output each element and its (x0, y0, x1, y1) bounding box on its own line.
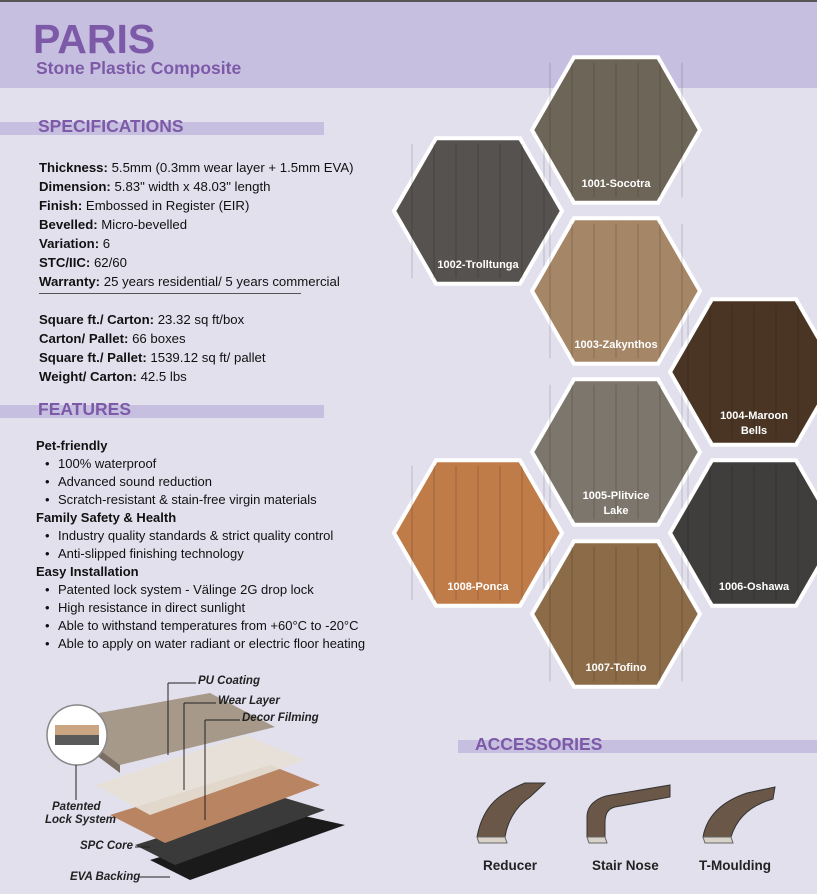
feature-item: • Able to withstand temperatures from +60°C to -20°C (45, 618, 359, 633)
wear-layer-label: Wear Layer (218, 695, 280, 707)
spec-stc-iic: STC/IIC: 62/60 (39, 255, 127, 270)
feature-item: • High resistance in direct sunlight (45, 600, 246, 615)
swatch-label: 1002-Trolltunga (437, 259, 519, 271)
feature-item: • Able to apply on water radiant or electric floor heating (45, 636, 366, 651)
pu-coating-label: PU Coating (198, 675, 260, 687)
swatch-label: 1005-Plitvice (582, 490, 650, 502)
eva-backing-label: EVA Backing (70, 871, 141, 883)
decor-filming-label: Decor Filming (242, 712, 319, 724)
specifications-heading (0, 118, 330, 136)
feature-group-title: Pet-friendly (36, 438, 108, 453)
spec-weight-carton: Weight/ Carton: 42.5 lbs (39, 369, 187, 384)
features-heading-label: FEATURES (38, 399, 132, 419)
swatch-label: 1006-Oshawa (718, 581, 790, 593)
t-moulding-profile (703, 787, 775, 843)
feature-group-title: Family Safety & Health (36, 510, 177, 525)
swatch-label: 1007-Tofino (585, 662, 647, 674)
spc-core-label: SPC Core (80, 840, 134, 852)
spec-list (39, 158, 399, 291)
accessory-reducer-label: Reducer (483, 858, 538, 873)
reducer-profile (477, 783, 545, 843)
features-list (36, 437, 416, 653)
spec-sqft-pallet: Square ft./ Pallet: 1539.12 sq ft/ pallet (39, 350, 266, 365)
accessories-heading-label: ACCESSORIES (475, 734, 603, 754)
swatch-hexagon (394, 460, 562, 605)
packaging-list (39, 310, 399, 386)
spec-bevelled: Bevelled: Micro-bevelled (39, 217, 188, 232)
spec-thickness: Thickness: 5.5mm (0.3mm wear layer + 1.5mm EVA) (39, 160, 354, 175)
spec-finish: Finish: Embossed in Register (EIR) (39, 198, 250, 213)
accessory-stair-nose-label: Stair Nose (592, 858, 659, 873)
page-subtitle: Stone Plastic Composite (36, 58, 242, 78)
accessories-graphic (455, 735, 817, 855)
divider (39, 293, 301, 294)
swatch-hexagon (670, 299, 817, 444)
swatch-label-line2: Bells (740, 425, 768, 437)
swatch-hexagon (532, 218, 700, 363)
swatch-label: 1001-Socotra (581, 178, 651, 190)
swatch-label: 1008-Ponca (447, 581, 509, 593)
swatch-label-line2: Lake (603, 505, 629, 517)
spec-sqft-carton: Square ft./ Carton: 23.32 sq ft/box (39, 312, 245, 327)
feature-item: • Industry quality standards & strict quality control (45, 528, 334, 543)
lock-tongue (55, 725, 99, 735)
feature-group-title: Easy Installation (36, 564, 139, 579)
swatch-label: 1004-Maroon (720, 410, 788, 422)
feature-item: • Patented lock system - Välinge 2G drop lock (45, 582, 314, 597)
spec-variation: Variation: 6 (39, 236, 111, 251)
swatch-label: 1003-Zakynthos (574, 339, 658, 351)
stair-nose-profile (587, 785, 670, 843)
feature-item: • Anti-slipped finishing technology (45, 546, 244, 561)
page-title: PARIS (33, 16, 156, 62)
spec-warranty: Warranty: 25 years residential/ 5 years commercial (39, 274, 340, 289)
layer-diagram-graphic (0, 665, 420, 889)
swatch-shape (670, 299, 817, 444)
spec-dimension: Dimension: 5.83" width x 48.03" length (39, 179, 271, 194)
swatch-grid-graphic (388, 48, 817, 693)
layer-diagram (0, 665, 420, 889)
swatch-hexagon (670, 460, 817, 605)
features-heading (0, 401, 330, 419)
accessory-t-moulding-label: T-Moulding (699, 858, 771, 873)
patented-lock-label-2: Lock System (45, 814, 116, 826)
lock-groove (55, 735, 99, 745)
swatch-hexagon (532, 57, 700, 202)
spec-carton-pallet: Carton/ Pallet: 66 boxes (39, 331, 186, 346)
accessories-area (455, 735, 817, 889)
feature-item: • Advanced sound reduction (45, 474, 212, 489)
swatch-hexagon (532, 379, 700, 524)
swatch-hexagon (394, 138, 562, 283)
feature-item: • 100% waterproof (45, 456, 157, 471)
swatch-grid (388, 48, 817, 693)
feature-item: • Scratch-resistant & stain-free virgin materials (45, 492, 317, 507)
patented-lock-label-1: Patented (52, 801, 101, 813)
specifications-heading-label: SPECIFICATIONS (38, 116, 184, 136)
swatch-hexagon (532, 541, 700, 686)
